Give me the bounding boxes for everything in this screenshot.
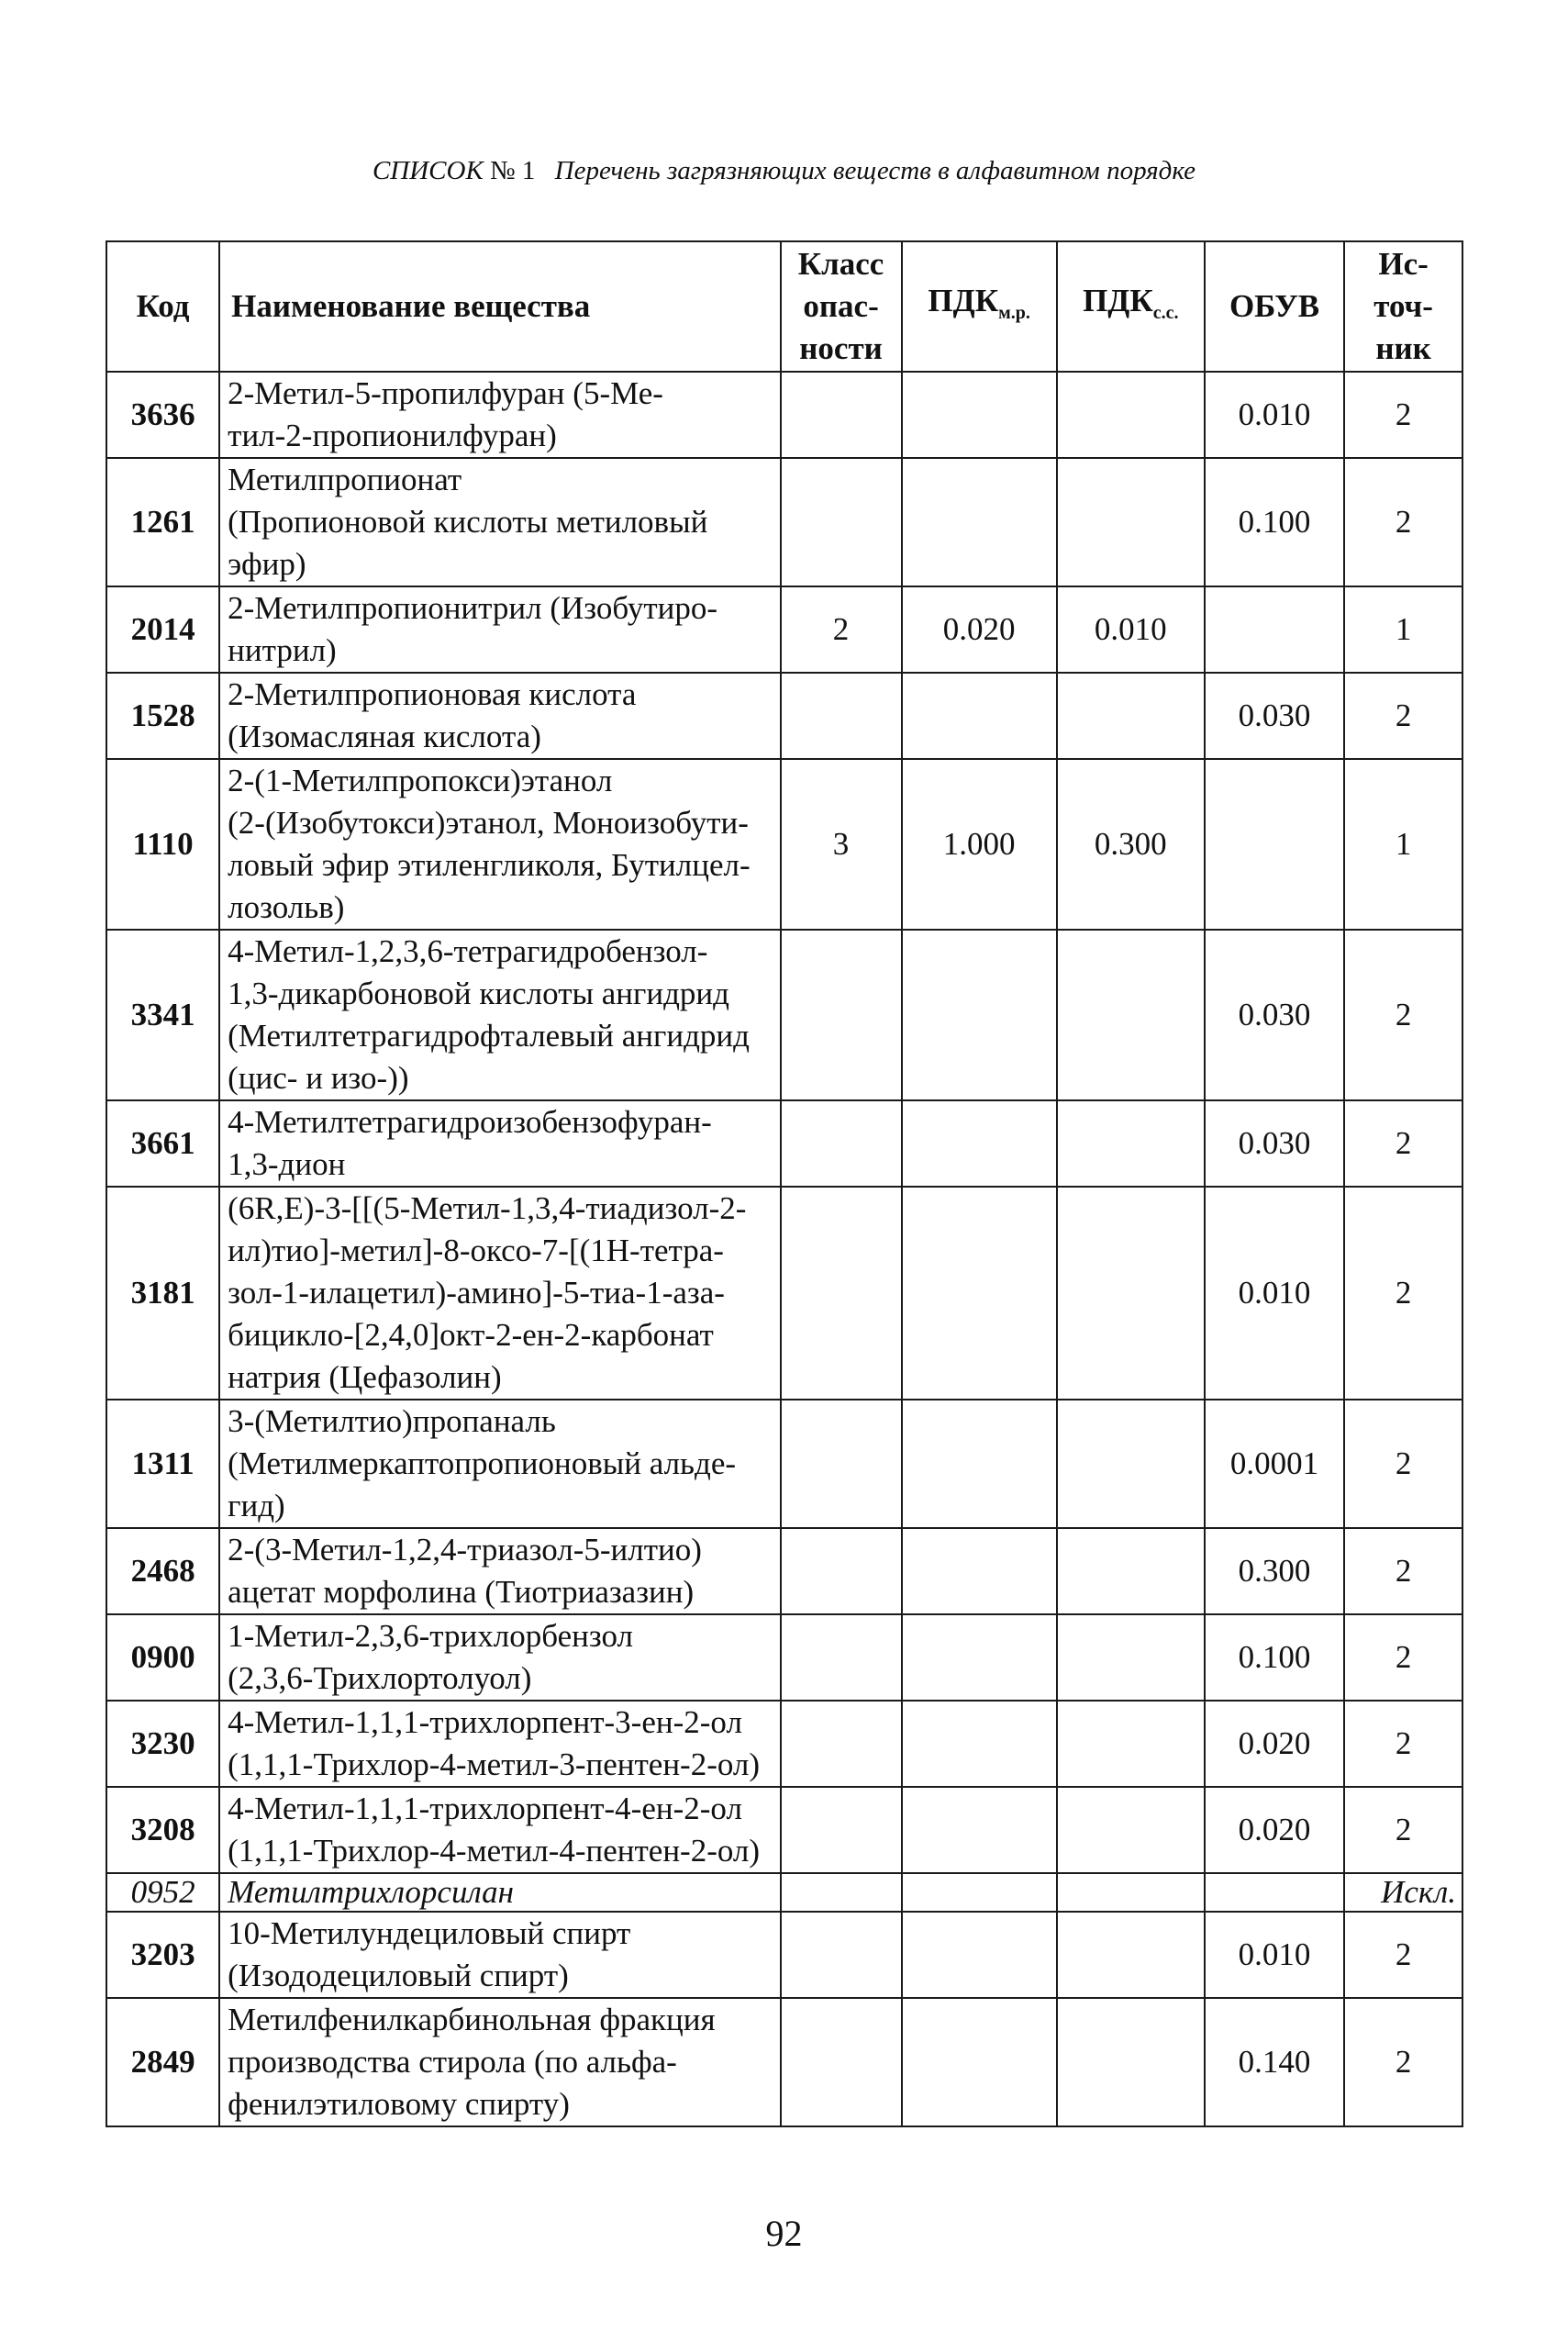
cell-pdk-mr bbox=[902, 1614, 1057, 1701]
table-row bbox=[106, 1998, 1462, 2126]
cell-pdk-ss bbox=[1057, 1100, 1205, 1187]
cell-obuv: 0.010 bbox=[1205, 1912, 1344, 1998]
substances-table bbox=[106, 240, 1463, 2127]
cell-code: 3636 bbox=[106, 372, 219, 458]
cell-hazard-class bbox=[781, 1187, 902, 1400]
cell-obuv: 0.140 bbox=[1205, 1998, 1344, 2126]
list-description: Перечень загрязняющих веществ в алфавитном порядке bbox=[554, 156, 1196, 185]
cell-name bbox=[219, 673, 780, 759]
cell-obuv: 0.0001 bbox=[1205, 1400, 1344, 1528]
cell-name-line: (Пропионовой кислоты метиловый bbox=[228, 504, 708, 540]
col-header-source: Ис- точ- ник bbox=[1344, 241, 1462, 372]
cell-name-line: (2,3,6-Трихлортолуол) bbox=[228, 1660, 532, 1696]
cell-name-line: 4-Метилтетрагидроизобензофуран- bbox=[228, 1104, 712, 1140]
list-label: СПИСОК bbox=[372, 156, 484, 185]
cell-obuv: 0.100 bbox=[1205, 458, 1344, 586]
cell-name-line: 1-Метил-2,3,6-трихлорбензол bbox=[228, 1618, 633, 1654]
cell-obuv: 0.020 bbox=[1205, 1787, 1344, 1873]
cell-hazard-class bbox=[781, 1100, 902, 1187]
cell-source: 2 bbox=[1344, 1100, 1462, 1187]
cell-source: 2 bbox=[1344, 1912, 1462, 1998]
cell-name bbox=[219, 1614, 780, 1701]
table-row bbox=[106, 372, 1462, 458]
cell-code: 3181 bbox=[106, 1187, 219, 1400]
cell-name-line: (1,1,1-Трихлор-4-метил-3-пентен-2-ол) bbox=[228, 1746, 761, 1782]
cell-hazard-class bbox=[781, 930, 902, 1100]
cell-name bbox=[219, 930, 780, 1100]
cell-pdk-ss bbox=[1057, 458, 1205, 586]
cell-source: 2 bbox=[1344, 372, 1462, 458]
cell-obuv bbox=[1205, 586, 1344, 673]
cell-hazard-class bbox=[781, 372, 902, 458]
cell-pdk-mr bbox=[902, 1701, 1057, 1787]
table-row bbox=[106, 1400, 1462, 1528]
cell-name-line: 10-Метилундециловый спирт bbox=[228, 1915, 631, 1951]
cell-name bbox=[219, 1787, 780, 1873]
table-body bbox=[106, 372, 1462, 2126]
cell-source: 2 bbox=[1344, 458, 1462, 586]
cell-source: 2 bbox=[1344, 1187, 1462, 1400]
cell-pdk-ss bbox=[1057, 1614, 1205, 1701]
cell-obuv bbox=[1205, 1873, 1344, 1912]
cell-name-line: (Изомасляная кислота) bbox=[228, 719, 541, 754]
cell-code: 2014 bbox=[106, 586, 219, 673]
cell-obuv: 0.010 bbox=[1205, 1187, 1344, 1400]
cell-name bbox=[219, 1400, 780, 1528]
cell-name-line: натрия (Цефазолин) bbox=[228, 1359, 502, 1395]
table-row bbox=[106, 673, 1462, 759]
cell-name-line: ацетат морфолина (Тиотриазазин) bbox=[228, 1574, 695, 1610]
cell-pdk-ss bbox=[1057, 1787, 1205, 1873]
list-number: № 1 bbox=[489, 156, 536, 185]
cell-hazard-class bbox=[781, 1528, 902, 1614]
cell-name bbox=[219, 586, 780, 673]
cell-pdk-ss bbox=[1057, 1701, 1205, 1787]
cell-source: 1 bbox=[1344, 586, 1462, 673]
cell-name-line: 4-Метил-1,1,1-трихлорпент-3-ен-2-ол bbox=[228, 1704, 742, 1740]
cell-hazard-class bbox=[781, 1701, 902, 1787]
cell-name-line: гид) bbox=[228, 1488, 285, 1523]
cell-name-line: 3-(Метилтио)пропаналь bbox=[228, 1403, 556, 1439]
cell-name-line: (1,1,1-Трихлор-4-метил-4-пентен-2-ол) bbox=[228, 1833, 761, 1869]
table-row bbox=[106, 1614, 1462, 1701]
cell-name-line: 2-(1-Метилпропокси)этанол bbox=[228, 763, 613, 798]
table-row bbox=[106, 586, 1462, 673]
cell-pdk-mr bbox=[902, 1100, 1057, 1187]
cell-name-line: (Метилмеркаптопропионовый альде- bbox=[228, 1445, 737, 1481]
cell-source: 2 bbox=[1344, 1787, 1462, 1873]
cell-code: 2849 bbox=[106, 1998, 219, 2126]
cell-obuv: 0.010 bbox=[1205, 372, 1344, 458]
cell-pdk-mr: 0.020 bbox=[902, 586, 1057, 673]
cell-name-line: ил)тио]-метил]-8-оксо-7-[(1Н-тетра- bbox=[228, 1233, 724, 1268]
cell-source: 2 bbox=[1344, 930, 1462, 1100]
cell-pdk-ss bbox=[1057, 1400, 1205, 1528]
cell-source: 2 bbox=[1344, 673, 1462, 759]
col-header-name: Наименование вещества bbox=[219, 241, 780, 372]
table-row bbox=[106, 1873, 1462, 1912]
cell-hazard-class bbox=[781, 1912, 902, 1998]
cell-name bbox=[219, 1528, 780, 1614]
cell-code: 0900 bbox=[106, 1614, 219, 1701]
table-row bbox=[106, 1787, 1462, 1873]
cell-name-line: 2-(3-Метил-1,2,4-триазол-5-илтио) bbox=[228, 1532, 702, 1568]
cell-source: 2 bbox=[1344, 1614, 1462, 1701]
cell-pdk-ss bbox=[1057, 1912, 1205, 1998]
cell-pdk-ss: 0.010 bbox=[1057, 586, 1205, 673]
cell-hazard-class bbox=[781, 1400, 902, 1528]
cell-name bbox=[219, 1873, 780, 1912]
col-header-obuv: ОБУВ bbox=[1205, 241, 1344, 372]
cell-hazard-class bbox=[781, 458, 902, 586]
cell-hazard-class bbox=[781, 1873, 902, 1912]
page-number: 92 bbox=[765, 2213, 803, 2254]
cell-name bbox=[219, 458, 780, 586]
cell-code: 0952 bbox=[106, 1873, 219, 1912]
cell-pdk-mr bbox=[902, 1528, 1057, 1614]
cell-name bbox=[219, 372, 780, 458]
cell-name-line: производства стирола (по альфа- bbox=[228, 2044, 677, 2080]
cell-source: Искл. bbox=[1344, 1873, 1462, 1912]
cell-code: 3661 bbox=[106, 1100, 219, 1187]
col-header-pdk-mr: $ПДК_{м.р.}$ bbox=[902, 241, 1057, 372]
cell-source: 2 bbox=[1344, 1400, 1462, 1528]
cell-name-line: ловый эфир этиленгликоля, Бутилцел- bbox=[228, 847, 751, 883]
cell-name-line: 4-Метил-1,2,3,6-тетрагидробензол- bbox=[228, 933, 708, 969]
cell-pdk-ss bbox=[1057, 372, 1205, 458]
page-title bbox=[0, 156, 1568, 186]
table-row bbox=[106, 1187, 1462, 1400]
cell-hazard-class: 2 bbox=[781, 586, 902, 673]
cell-name-line: лозольв) bbox=[228, 889, 345, 925]
cell-code: 3203 bbox=[106, 1912, 219, 1998]
cell-name-line: 1,3-дикарбоновой кислоты ангидрид bbox=[228, 976, 729, 1011]
cell-hazard-class: 3 bbox=[781, 759, 902, 930]
cell-name-line: фенилэтиловому спирту) bbox=[228, 2086, 570, 2122]
cell-obuv bbox=[1205, 759, 1344, 930]
table-row bbox=[106, 458, 1462, 586]
cell-code: 3341 bbox=[106, 930, 219, 1100]
cell-name-line: тил-2-пропионилфуран) bbox=[228, 418, 557, 453]
cell-hazard-class bbox=[781, 1998, 902, 2126]
cell-name-line: Метилтрихлорсилан bbox=[228, 1874, 515, 1910]
cell-name-line: нитрил) bbox=[228, 632, 337, 668]
cell-pdk-ss bbox=[1057, 930, 1205, 1100]
cell-name-line: (6R,E)-3-[[(5-Метил-1,3,4-тиадизол-2- bbox=[228, 1190, 747, 1226]
cell-source: 1 bbox=[1344, 759, 1462, 930]
cell-pdk-mr bbox=[902, 458, 1057, 586]
cell-pdk-mr bbox=[902, 930, 1057, 1100]
cell-name-line: (2-(Изобутокси)этанол, Моноизобути- bbox=[228, 805, 749, 841]
cell-pdk-mr bbox=[902, 1912, 1057, 1998]
cell-code: 1528 bbox=[106, 673, 219, 759]
table-row bbox=[106, 1701, 1462, 1787]
cell-name bbox=[219, 759, 780, 930]
cell-pdk-ss bbox=[1057, 673, 1205, 759]
table-header-row bbox=[106, 241, 1462, 372]
cell-name-line: эфир) bbox=[228, 546, 306, 582]
cell-name-line: 4-Метил-1,1,1-трихлорпент-4-ен-2-ол bbox=[228, 1791, 742, 1826]
cell-pdk-mr bbox=[902, 673, 1057, 759]
cell-obuv: 0.020 bbox=[1205, 1701, 1344, 1787]
cell-code: 3230 bbox=[106, 1701, 219, 1787]
table-row bbox=[106, 1912, 1462, 1998]
cell-pdk-mr bbox=[902, 372, 1057, 458]
col-header-hazard: Класс опас- ности bbox=[781, 241, 902, 372]
cell-name-line: Метилпропионат bbox=[228, 462, 462, 497]
cell-name-line: бицикло-[2,4,0]окт-2-ен-2-карбонат bbox=[228, 1317, 714, 1353]
cell-name-line: 1,3-дион bbox=[228, 1146, 346, 1182]
col-header-pdk-ss: $ПДК_{с.с.}$ bbox=[1057, 241, 1205, 372]
cell-hazard-class bbox=[781, 1614, 902, 1701]
col-header-code: Код bbox=[106, 241, 219, 372]
table-row bbox=[106, 1528, 1462, 1614]
cell-name-line: 2-Метилпропионовая кислота bbox=[228, 676, 637, 712]
cell-obuv: 0.030 bbox=[1205, 930, 1344, 1100]
cell-code: 1110 bbox=[106, 759, 219, 930]
cell-name-line: (Изододециловый спирт) bbox=[228, 1958, 569, 1993]
cell-name bbox=[219, 1187, 780, 1400]
cell-code: 3208 bbox=[106, 1787, 219, 1873]
cell-name-line: зол-1-илацетил)-амино]-5-тиа-1-аза- bbox=[228, 1275, 725, 1311]
cell-pdk-mr: 1.000 bbox=[902, 759, 1057, 930]
cell-pdk-ss bbox=[1057, 1187, 1205, 1400]
cell-pdk-ss bbox=[1057, 1528, 1205, 1614]
cell-obuv: 0.030 bbox=[1205, 673, 1344, 759]
cell-name-line: 2-Метил-5-пропилфуран (5-Ме- bbox=[228, 375, 663, 411]
cell-name-line: (цис- и изо-)) bbox=[228, 1060, 409, 1096]
cell-source: 2 bbox=[1344, 1528, 1462, 1614]
cell-name bbox=[219, 1998, 780, 2126]
table-row bbox=[106, 759, 1462, 930]
cell-name bbox=[219, 1100, 780, 1187]
cell-name bbox=[219, 1701, 780, 1787]
cell-obuv: 0.030 bbox=[1205, 1100, 1344, 1187]
cell-hazard-class bbox=[781, 1787, 902, 1873]
cell-name-line: 2-Метилпропионитрил (Изобутиро- bbox=[228, 590, 718, 626]
table-row bbox=[106, 930, 1462, 1100]
cell-code: 2468 bbox=[106, 1528, 219, 1614]
cell-name-line: (Метилтетрагидрофталевый ангидрид bbox=[228, 1018, 750, 1054]
cell-code: 1261 bbox=[106, 458, 219, 586]
cell-name-line: Метилфенилкарбинольная фракция bbox=[228, 2002, 716, 2037]
cell-code: 1311 bbox=[106, 1400, 219, 1528]
cell-pdk-mr bbox=[902, 1787, 1057, 1873]
cell-source: 2 bbox=[1344, 1998, 1462, 2126]
cell-pdk-ss bbox=[1057, 1998, 1205, 2126]
cell-pdk-mr bbox=[902, 1873, 1057, 1912]
cell-source: 2 bbox=[1344, 1701, 1462, 1787]
cell-name bbox=[219, 1912, 780, 1998]
cell-obuv: 0.300 bbox=[1205, 1528, 1344, 1614]
cell-obuv: 0.100 bbox=[1205, 1614, 1344, 1701]
cell-pdk-ss bbox=[1057, 1873, 1205, 1912]
table-row bbox=[106, 1100, 1462, 1187]
cell-hazard-class bbox=[781, 673, 902, 759]
cell-pdk-mr bbox=[902, 1187, 1057, 1400]
cell-pdk-mr bbox=[902, 1400, 1057, 1528]
cell-pdk-mr bbox=[902, 1998, 1057, 2126]
cell-pdk-ss: 0.300 bbox=[1057, 759, 1205, 930]
